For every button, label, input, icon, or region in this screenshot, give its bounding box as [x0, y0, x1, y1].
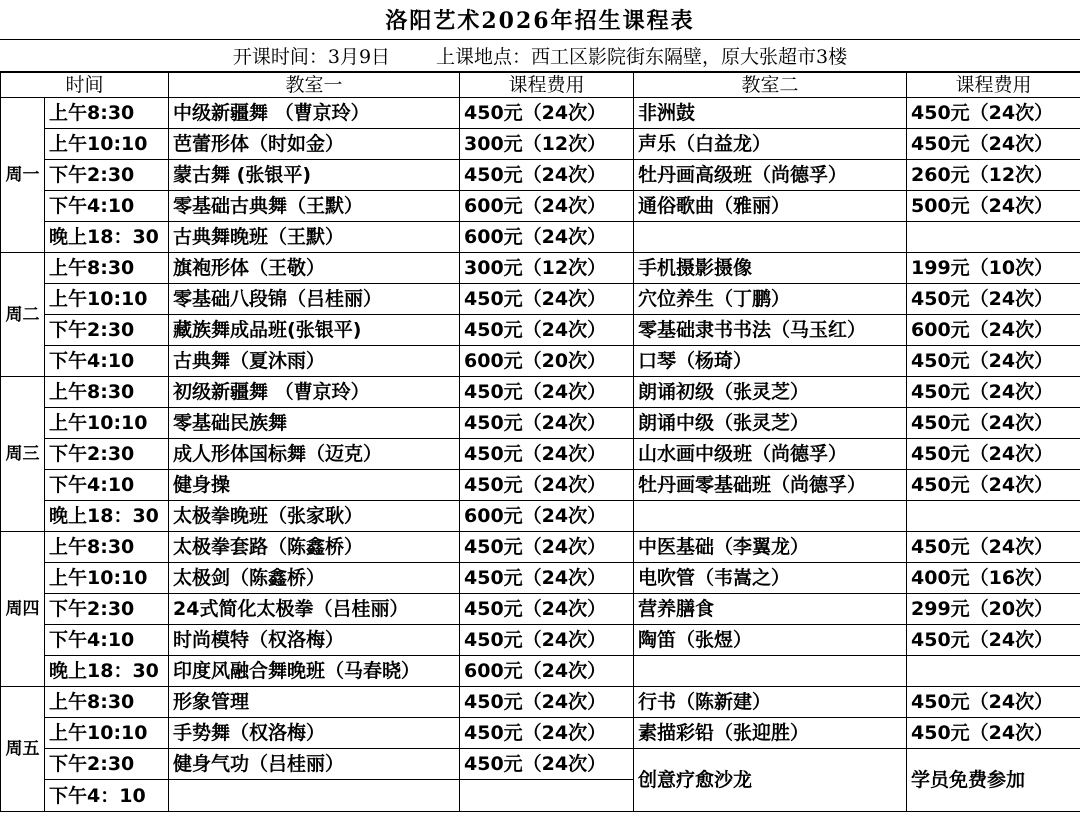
- header-fee2: 课程费用: [907, 73, 1080, 98]
- day-label: 周一: [1, 98, 45, 253]
- room2-course: 山水画中级班（尚德孚）: [634, 439, 907, 470]
- schedule-row: [1, 98, 1080, 129]
- room1-fee: 600元（24次）: [460, 501, 634, 532]
- room2-course: 素描彩铅（张迎胜）: [634, 718, 907, 749]
- room2-fee: 450元（24次）: [907, 284, 1080, 315]
- room2-fee: 450元（24次）: [907, 625, 1080, 656]
- room2-course: 朗诵中级（张灵芝）: [634, 408, 907, 439]
- room1-fee: [460, 780, 634, 812]
- room1-fee: 300元（12次）: [460, 253, 634, 284]
- schedule-row: [1, 532, 1080, 563]
- room2-course: 中医基础（李翼龙）: [634, 532, 907, 563]
- room2-fee: 450元（24次）: [907, 129, 1080, 160]
- room2-course: 口琴（杨琦）: [634, 346, 907, 377]
- room2-fee: 199元（10次）: [907, 253, 1080, 284]
- room2-course: 营养膳食: [634, 594, 907, 625]
- room1-course: 零基础八段锦（吕桂丽）: [169, 284, 460, 315]
- room1-course: 蒙古舞 (张银平): [169, 160, 460, 191]
- header-time: 时间: [1, 73, 169, 98]
- start-date-text: 开课时间：3月9日: [232, 46, 391, 68]
- room1-fee: 450元（24次）: [460, 718, 634, 749]
- room2-fee: 学员免费参加: [907, 749, 1080, 812]
- time-cell: 下午4:10: [45, 191, 169, 222]
- time-cell: 下午2:30: [45, 594, 169, 625]
- room2-course: 创意疗愈沙龙: [634, 749, 907, 812]
- room1-course: 成人形体国标舞（迈克）: [169, 439, 460, 470]
- room2-course: 牡丹画高级班（尚德孚）: [634, 160, 907, 191]
- time-cell: 下午4:10: [45, 625, 169, 656]
- page-title: 洛阳艺术2026年招生课程表: [0, 0, 1080, 40]
- room2-course: 朗诵初级（张灵芝）: [634, 377, 907, 408]
- room1-course: 零基础民族舞: [169, 408, 460, 439]
- time-cell: 晚上18：30: [45, 501, 169, 532]
- time-cell: 上午10:10: [45, 718, 169, 749]
- day-label: 周四: [1, 532, 45, 687]
- room2-course: 手机摄影摄像: [634, 253, 907, 284]
- room2-course: 电吹管（韦嵩之）: [634, 563, 907, 594]
- schedule-row: [1, 377, 1080, 408]
- room1-fee: 450元（24次）: [460, 160, 634, 191]
- room1-course: 初级新疆舞 （曹京玲）: [169, 377, 460, 408]
- room1-course: [169, 780, 460, 812]
- room1-course: 中级新疆舞 （曹京玲）: [169, 98, 460, 129]
- room2-fee: 450元（24次）: [907, 532, 1080, 563]
- room2-fee: [907, 501, 1080, 532]
- header-row: [1, 73, 1080, 98]
- room2-fee: 260元（12次）: [907, 160, 1080, 191]
- room1-course: 手势舞（权洛梅）: [169, 718, 460, 749]
- room1-course: 芭蕾形体（时如金）: [169, 129, 460, 160]
- schedule-row: [1, 222, 1080, 253]
- room1-fee: 450元（24次）: [460, 532, 634, 563]
- schedule-row: [1, 346, 1080, 377]
- room2-course: 牡丹画零基础班（尚德孚）: [634, 470, 907, 501]
- schedule-row: [1, 191, 1080, 222]
- time-cell: 上午8:30: [45, 687, 169, 718]
- room1-fee: 450元（24次）: [460, 470, 634, 501]
- schedule-row: [1, 408, 1080, 439]
- time-cell: 上午10:10: [45, 129, 169, 160]
- room1-fee: 300元（12次）: [460, 129, 634, 160]
- room2-course: 通俗歌曲（雅丽）: [634, 191, 907, 222]
- room1-fee: 600元（24次）: [460, 222, 634, 253]
- time-cell: 上午8:30: [45, 98, 169, 129]
- time-cell: 上午10:10: [45, 408, 169, 439]
- header-room1: 教室一: [169, 73, 460, 98]
- schedule-row: [1, 687, 1080, 718]
- time-cell: 上午8:30: [45, 253, 169, 284]
- room1-fee: 450元（24次）: [460, 439, 634, 470]
- schedule-table: [0, 72, 1080, 812]
- time-cell: 下午2:30: [45, 160, 169, 191]
- schedule-row: [1, 129, 1080, 160]
- room1-fee: 450元（24次）: [460, 687, 634, 718]
- room1-course: 古典舞（夏沐雨）: [169, 346, 460, 377]
- room1-course: 健身气功（吕桂丽）: [169, 749, 460, 780]
- room2-course: 非洲鼓: [634, 98, 907, 129]
- room2-fee: 450元（24次）: [907, 408, 1080, 439]
- schedule-row: [1, 563, 1080, 594]
- room2-fee: [907, 656, 1080, 687]
- room1-course: 零基础古典舞（王默）: [169, 191, 460, 222]
- time-cell: 晚上18：30: [45, 656, 169, 687]
- day-label: 周三: [1, 377, 45, 532]
- room2-course: 穴位养生（丁鹏）: [634, 284, 907, 315]
- room1-fee: 450元（24次）: [460, 594, 634, 625]
- room1-fee: 450元（24次）: [460, 98, 634, 129]
- room1-course: 健身操: [169, 470, 460, 501]
- time-cell: 上午8:30: [45, 377, 169, 408]
- room1-fee: 450元（24次）: [460, 377, 634, 408]
- time-cell: 下午4:10: [45, 470, 169, 501]
- time-cell: 下午2:30: [45, 315, 169, 346]
- time-cell: 晚上18：30: [45, 222, 169, 253]
- day-label: 周五: [1, 687, 45, 812]
- schedule-row: [1, 501, 1080, 532]
- time-cell: 下午2:30: [45, 749, 169, 780]
- schedule-row: [1, 439, 1080, 470]
- schedule-row: [1, 315, 1080, 346]
- room1-fee: 600元（20次）: [460, 346, 634, 377]
- header-room2: 教室二: [634, 73, 907, 98]
- schedule-row: [1, 470, 1080, 501]
- room2-fee: 600元（24次）: [907, 315, 1080, 346]
- room2-fee: 450元（24次）: [907, 439, 1080, 470]
- room2-course: 零基础隶书书法（马玉红）: [634, 315, 907, 346]
- room1-fee: 600元（24次）: [460, 191, 634, 222]
- room1-course: 太极剑（陈鑫桥）: [169, 563, 460, 594]
- room2-fee: 450元（24次）: [907, 377, 1080, 408]
- room2-fee: 500元（24次）: [907, 191, 1080, 222]
- schedule-row: [1, 284, 1080, 315]
- time-cell: 上午10:10: [45, 563, 169, 594]
- day-label: 周二: [1, 253, 45, 377]
- header-fee1: 课程费用: [460, 73, 634, 98]
- schedule-row: [1, 656, 1080, 687]
- room1-course: 时尚模特（权洛梅）: [169, 625, 460, 656]
- room2-course: [634, 222, 907, 253]
- room1-fee: 450元（24次）: [460, 408, 634, 439]
- room1-fee: 450元（24次）: [460, 749, 634, 780]
- room1-course: 藏族舞成品班(张银平): [169, 315, 460, 346]
- time-cell: 下午2:30: [45, 439, 169, 470]
- room2-fee: [907, 222, 1080, 253]
- room2-course: 陶笛（张煜）: [634, 625, 907, 656]
- room1-course: 太极拳套路（陈鑫桥）: [169, 532, 460, 563]
- room2-course: 行书（陈新建）: [634, 687, 907, 718]
- room2-fee: 400元（16次）: [907, 563, 1080, 594]
- room1-course: 印度风融合舞晚班（马春晓）: [169, 656, 460, 687]
- room1-course: 太极拳晚班（张家耿）: [169, 501, 460, 532]
- room1-course: 24式简化太极拳（吕桂丽）: [169, 594, 460, 625]
- schedule-row: [1, 160, 1080, 191]
- schedule-row: [1, 594, 1080, 625]
- room1-course: 旗袍形体（王敬）: [169, 253, 460, 284]
- room1-fee: 600元（24次）: [460, 656, 634, 687]
- room1-fee: 450元（24次）: [460, 563, 634, 594]
- room2-fee: 450元（24次）: [907, 470, 1080, 501]
- room1-fee: 450元（24次）: [460, 315, 634, 346]
- time-cell: 下午4:10: [45, 346, 169, 377]
- schedule-row: [1, 749, 1080, 780]
- room2-fee: 450元（24次）: [907, 718, 1080, 749]
- time-cell: 下午4：10: [45, 780, 169, 812]
- room2-course: 声乐（白益龙）: [634, 129, 907, 160]
- room2-course: [634, 501, 907, 532]
- room1-fee: 450元（24次）: [460, 625, 634, 656]
- room2-fee: 299元（20次）: [907, 594, 1080, 625]
- time-cell: 上午10:10: [45, 284, 169, 315]
- room1-course: 古典舞晚班（王默）: [169, 222, 460, 253]
- schedule-row: [1, 253, 1080, 284]
- room2-fee: 450元（24次）: [907, 687, 1080, 718]
- room2-fee: 450元（24次）: [907, 98, 1080, 129]
- schedule-row: [1, 718, 1080, 749]
- schedule-row: [1, 625, 1080, 656]
- subtitle-bar: [0, 40, 1080, 72]
- room1-fee: 450元（24次）: [460, 284, 634, 315]
- room2-course: [634, 656, 907, 687]
- location-text: 上课地点：西工区影院街东隔壁，原大张超市3楼: [436, 46, 848, 68]
- room2-fee: 450元（24次）: [907, 346, 1080, 377]
- time-cell: 上午8:30: [45, 532, 169, 563]
- room1-course: 形象管理: [169, 687, 460, 718]
